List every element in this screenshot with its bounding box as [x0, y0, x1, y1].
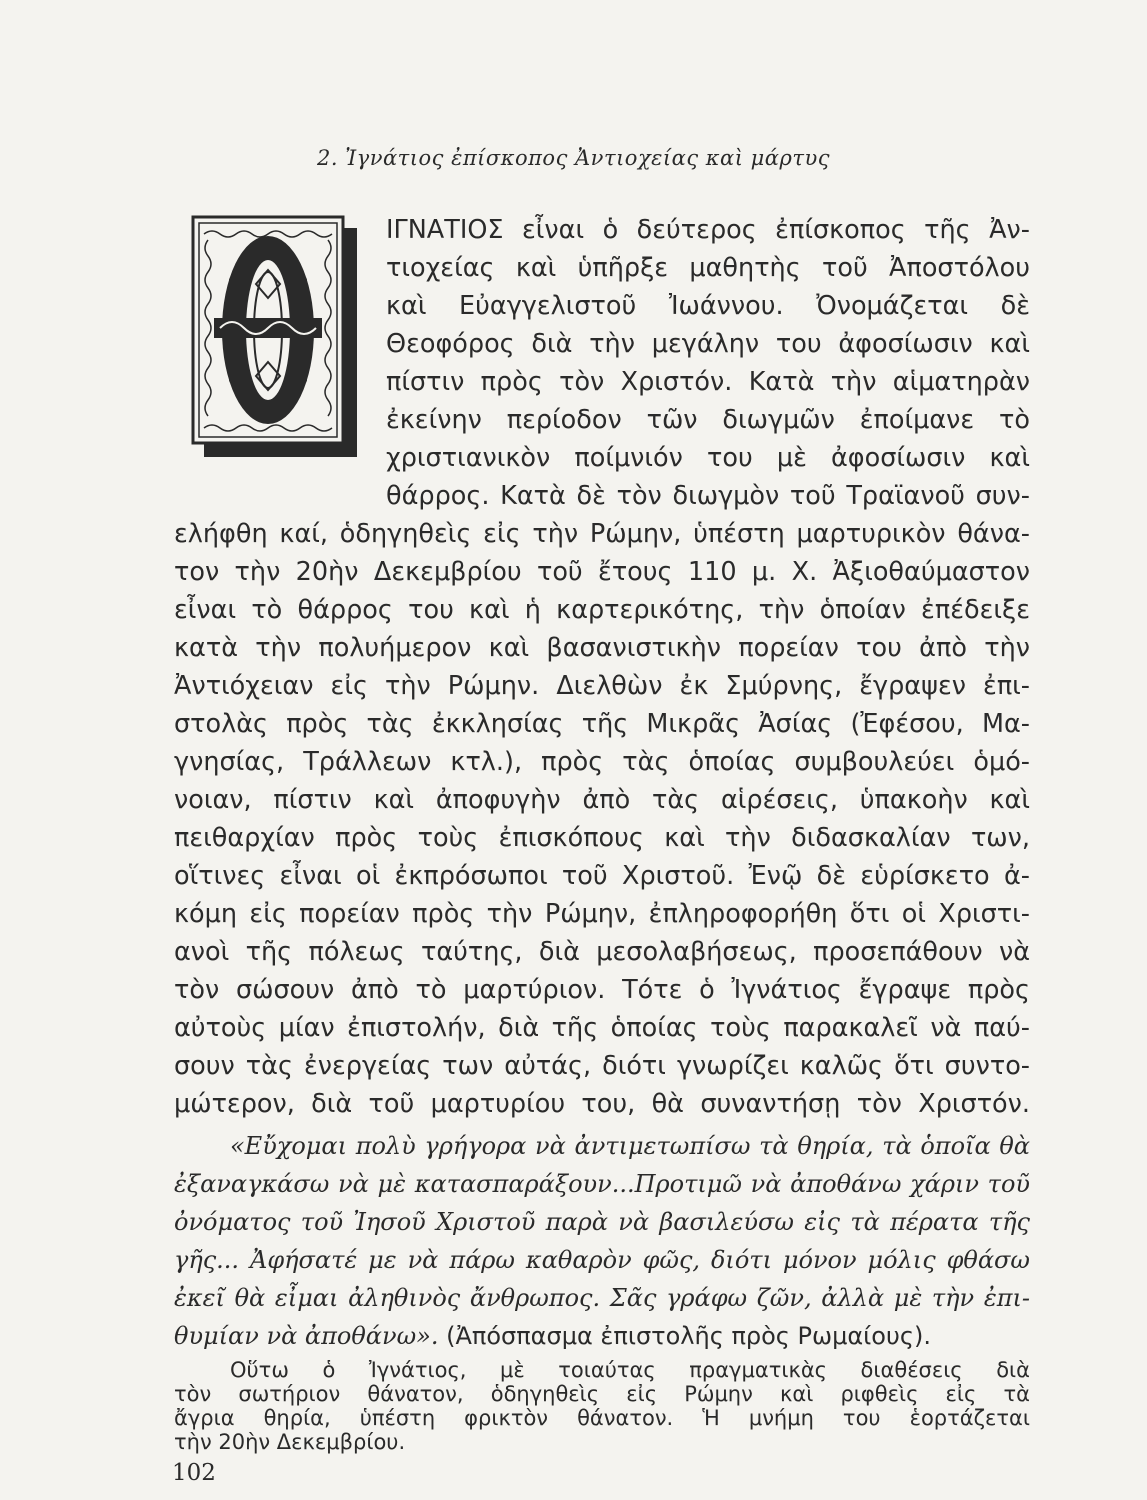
body-line: ἐκείνην περίοδον τῶν διωγμῶν ἐποίμανε τὸ: [386, 405, 1030, 435]
body-line: εἶναι τὸ θάρρος του καὶ ἡ καρτερικότης, τὴν ὁποίαν ἐπέδειξε: [174, 595, 1030, 625]
body-line: τιοχείας καὶ ὑπῆρξε μαθητὴς τοῦ Ἀποστόλου: [386, 253, 1030, 283]
quote-line: γῆς... Ἀφήσατέ με νὰ πάρω καθαρὸν φῶς, διότι μόνον μόλις φθάσω: [174, 1246, 1030, 1274]
body-line: γνησίας, Τράλλεων κτλ.), πρὸς τὰς ὁποίας συμβουλεύει ὁμό-: [174, 747, 1030, 777]
quote-line: «Εὔχομαι πολὺ γρήγορα νὰ ἀντιμετωπίσω τὰ θηρία, τὰ ὁποῖα θὰ: [230, 1132, 1030, 1160]
body-line: πίστιν πρὸς τὸν Χριστόν. Κατὰ τὴν αἱματηρὰν: [386, 367, 1030, 397]
body-line: νοιαν, πίστιν καὶ ἀποφυγὴν ἀπὸ τὰς αἱρέσεις, ὑπακοὴν καὶ: [174, 785, 1030, 815]
quote-line: ὀνόματος τοῦ Ἰησοῦ Χριστοῦ παρὰ νὰ βασιλεύσω εἰς τὰ πέρατα τῆς: [174, 1208, 1030, 1236]
closing-line: ἄγρια θηρία, ὑπέστη φρικτὸν θάνατον. Ἡ μνήμη του ἑορτάζεται: [174, 1406, 1030, 1430]
body-line: Ἀντιόχειαν εἰς τὴν Ρώμην. Διελθὼν ἐκ Σμύρνης, ἔγραψεν ἐπι-: [174, 671, 1030, 701]
quote-end: θυμίαν νὰ ἀποθάνω».: [174, 1322, 439, 1350]
body-line: στολὰς πρὸς τὰς ἐκκλησίας τῆς Μικρᾶς Ἀσίας (Ἐφέσου, Μα-: [174, 709, 1030, 739]
body-line: ΙΓΝΑΤΙΟΣ εἶναι ὁ δεύτερος ἐπίσκοπος τῆς Ἀν-: [386, 215, 1030, 245]
body-line: χριστιανικὸν ποίμνιόν του μὲ ἀφοσίωσιν καὶ: [386, 443, 1030, 473]
quote-line: ἐξαναγκάσω νὰ μὲ κατασπαράξουν...Προτιμῶ νὰ ἀποθάνω χάριν τοῦ: [174, 1170, 1030, 1198]
decorative-initial-theta: [190, 214, 364, 466]
body-line: ανοὶ τῆς πόλεως ταύτης, διὰ μεσολαβήσεως, προσεπάθουν νὰ: [174, 937, 1030, 967]
body-line: πειθαρχίαν πρὸς τοὺς ἐπισκόπους καὶ τὴν διδασκαλίαν των,: [174, 823, 1030, 853]
body-line: κατὰ τὴν πολυήμερον καὶ βασανιστικὴν πορείαν του ἀπὸ τὴν: [174, 633, 1030, 663]
body-line: καὶ Εὐαγγελιστοῦ Ἰωάννου. Ὀνομάζεται δὲ: [386, 291, 1030, 321]
body-line: κόμη εἰς πορείαν πρὸς τὴν Ρώμην, ἐπληροφορήθη ὅτι οἱ Χριστι-: [174, 899, 1030, 929]
body-line: μώτερον, διὰ τοῦ μαρτυρίου του, θὰ συναντήσῃ τὸν Χριστόν.: [174, 1089, 1030, 1119]
quote-line: ἐκεῖ θὰ εἶμαι ἀληθινὸς ἄνθρωπος. Σᾶς γράφω ζῶν, ἀλλὰ μὲ τὴν ἐπι-: [174, 1284, 1030, 1312]
body-line: τὸν σώσουν ἀπὸ τὸ μαρτύριον. Τότε ὁ Ἰγνάτιος ἔγραψε πρὸς: [174, 975, 1030, 1005]
closing-line: τὴν 20ὴν Δεκεμβρίου.: [174, 1430, 406, 1454]
chapter-heading: 2. Ἰγνάτιος ἐπίσκοπος Ἀντιοχείας καὶ μάρτυς: [317, 146, 830, 170]
body-line: σουν τὰς ἐνεργείας των αὐτάς, διότι γνωρίζει καλῶς ὅτι συντο-: [174, 1051, 1030, 1081]
quote-last-line: [174, 1324, 1030, 1348]
body-line: ελήφθη καί, ὁδηγηθεὶς εἰς τὴν Ρώμην, ὑπέστη μαρτυρικὸν θάνα-: [174, 519, 1030, 549]
body-line: αὐτοὺς μίαν ἐπιστολήν, διὰ τῆς ὁποίας τοὺς παρακαλεῖ νὰ παύ-: [174, 1013, 1030, 1043]
body-line: τον τὴν 20ὴν Δεκεμβρίου τοῦ ἔτους 110 μ. Χ. Ἀξιοθαύμαστον: [174, 557, 1030, 587]
page-number: 102: [172, 1460, 216, 1486]
closing-line: Οὕτω ὁ Ἰγνάτιος, μὲ τοιαύτας πραγματικὰς διαθέσεις διὰ: [230, 1358, 1030, 1382]
body-line: οἵτινες εἶναι οἱ ἐκπρόσωποι τοῦ Χριστοῦ. Ἐνῷ δὲ εὑρίσκετο ἀ-: [174, 861, 1030, 891]
quote-source: (Ἀπόσπασμα ἐπιστολῆς πρὸς Ρωμαίους).: [438, 1322, 931, 1350]
body-line: Θεοφόρος διὰ τὴν μεγάλην του ἀφοσίωσιν καὶ: [386, 329, 1030, 359]
body-line: θάρρος. Κατὰ δὲ τὸν διωγμὸν τοῦ Τραϊανοῦ συν-: [386, 481, 1030, 511]
closing-line: τὸν σωτήριον θάνατον, ὁδηγηθεὶς εἰς Ρώμην καὶ ριφθεὶς εἰς τὰ: [174, 1382, 1030, 1406]
